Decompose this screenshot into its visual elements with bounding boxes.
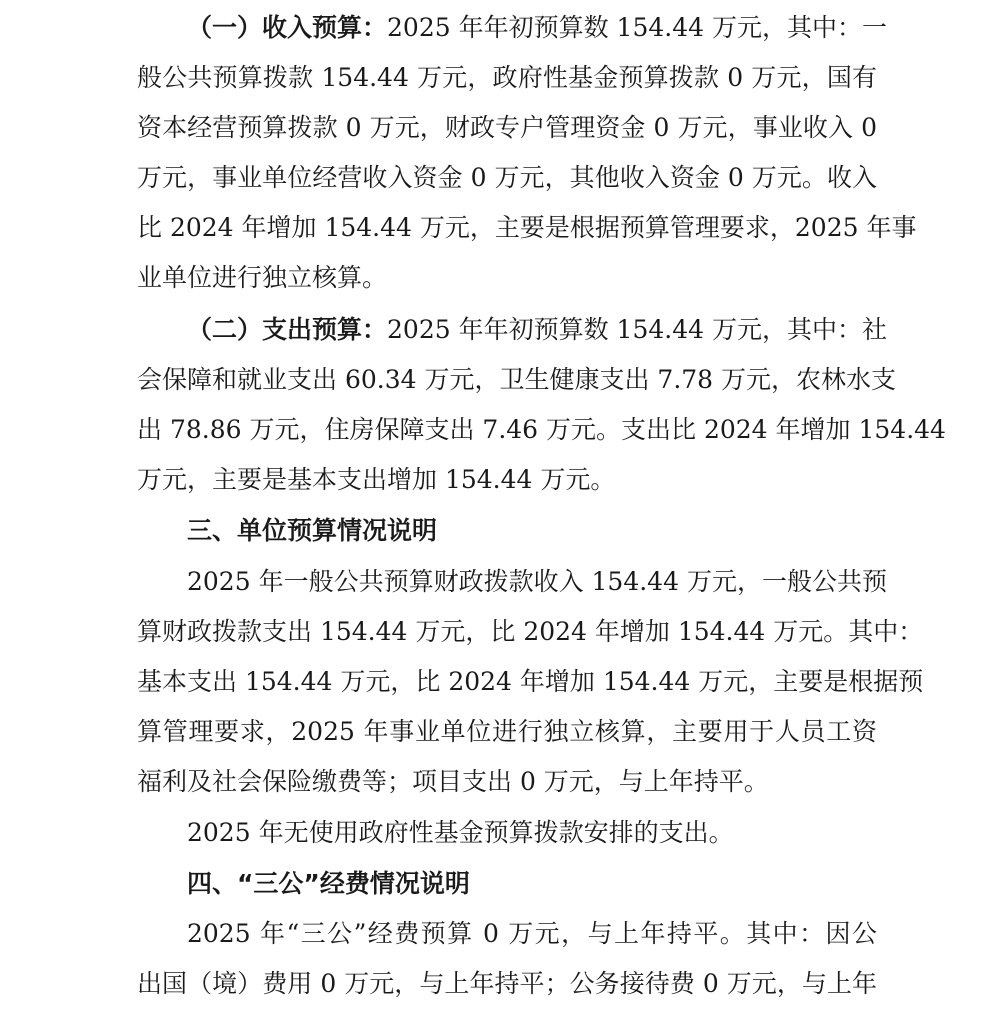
text-line: 会保障和就业支出 60.34 万元，卫生健康支出 7.78 万元，农林水支 (137, 365, 897, 394)
text-line: 2025 年“三公”经费预算 0 万元，与上年持平。其中：因公 (187, 919, 877, 948)
text-line: 2025 年无使用政府性基金预算拨款安排的支出。 (187, 818, 734, 847)
text-line: 比 2024 年增加 154.44 万元，主要是根据预算管理要求，2025 年事 (137, 213, 917, 242)
text-line: 出 78.86 万元，住房保障支出 7.46 万元。支出比 2024 年增加 154.44 (137, 415, 946, 444)
text-line: （一）收入预算：2025 年年初预算数 154.44 万元，其中：一 (187, 13, 887, 42)
section-heading: 三、单位预算情况说明 (187, 516, 438, 545)
text-line: 基本支出 154.44 万元，比 2024 年增加 154.44 万元，主要是根据预 (137, 667, 924, 696)
section-heading: 四、“三公”经费情况说明 (187, 869, 470, 898)
text-line: 算管理要求，2025 年事业单位进行独立核算，主要用于人员工资 (137, 717, 877, 746)
text-line: 般公共预算拨款 154.44 万元，政府性基金预算拨款 0 万元，国有 (137, 63, 877, 92)
text-line: 资本经营预算拨款 0 万元，财政专户管理资金 0 万元，事业收入 0 (137, 113, 877, 142)
text-line: （二）支出预算：2025 年年初预算数 154.44 万元，其中：社 (187, 315, 887, 344)
paragraph-lead: （二）支出预算： (187, 315, 388, 344)
text-line: 万元，主要是基本支出增加 154.44 万元。 (137, 465, 616, 494)
text-line: 出国（境）费用 0 万元，与上年持平；公务接待费 0 万元，与上年 (137, 969, 877, 998)
paragraph-lead: （一）收入预算： (187, 13, 388, 42)
text-line: 福利及社会保险缴费等；项目支出 0 万元，与上年持平。 (137, 767, 769, 796)
text-line: 业单位进行独立核算。 (137, 263, 388, 292)
text-line: 2025 年一般公共预算财政拨款收入 154.44 万元，一般公共预 (187, 567, 887, 596)
text-line: 算财政拨款支出 154.44 万元，比 2024 年增加 154.44 万元。其中： (137, 617, 924, 646)
text-line: 万元，事业单位经营收入资金 0 万元，其他收入资金 0 万元。收入 (137, 163, 877, 192)
